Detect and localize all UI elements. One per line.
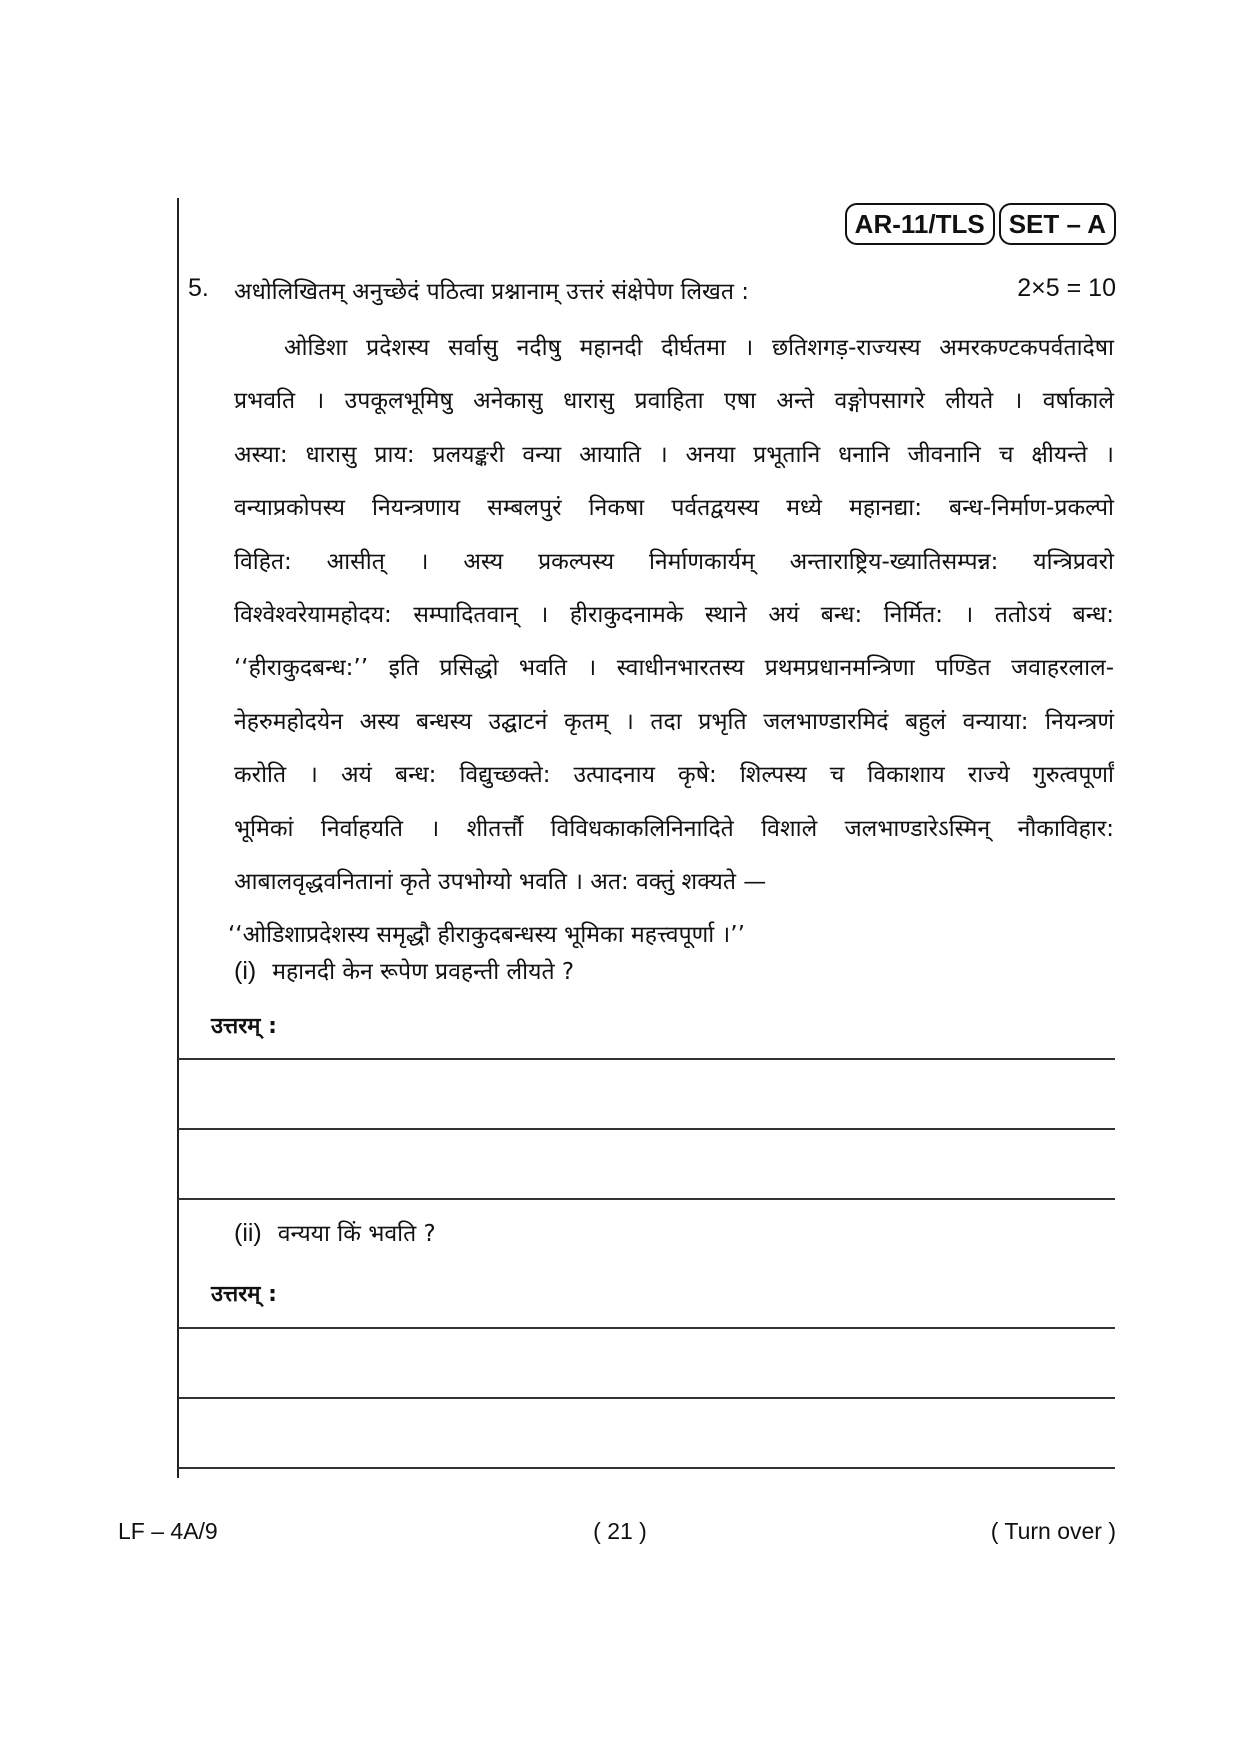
passage-line: विश्वेश्वरेयामहोदय: सम्पादितवान् । हीराकुदनामके स्थाने अयं बन्ध: निर्मित: । ततोऽयं बन्ध:: [234, 601, 1114, 628]
question-marks: 2×5 = 10: [1017, 274, 1116, 302]
answer-line[interactable]: [178, 1058, 1115, 1060]
answer-line[interactable]: [178, 1198, 1115, 1200]
sub-question-2: [234, 1216, 436, 1248]
passage-line: आबालवृद्धवनितानां कृते उपभोग्यो भवति । अत: वक्तुं शक्यते —: [234, 868, 767, 895]
question-instruction: अधोलिखितम् अनुच्छेदं पठित्वा प्रश्नानाम् उत्तरं संक्षेपेण लिखत :: [234, 279, 750, 305]
answer-line[interactable]: [178, 1327, 1115, 1329]
margin-line: [177, 198, 179, 1478]
passage-line: भूमिकां निर्वाहयति । शीतर्त्तौ विविधकाकलिनिनादिते विशाले जलभाण्डारेऽस्मिन् नौकाविहार:: [234, 815, 1114, 842]
passage-line: करोति । अयं बन्ध: विद्युच्छक्ते: उत्पादनाय कृषे: शिल्पस्य च विकाशाय राज्ये गुरुत्वपूर्णां: [234, 762, 1114, 789]
answer-line[interactable]: [178, 1467, 1115, 1469]
answer-line[interactable]: [178, 1397, 1115, 1399]
sub-question-number: (i): [234, 957, 257, 985]
paper-code-badge: AR-11/TLS: [845, 203, 995, 245]
sub-question-1: [234, 954, 574, 986]
footer-code: LF – 4A/9: [118, 1518, 218, 1544]
passage-line: नेहरुमहोदयेन अस्य बन्धस्य उद्घाटनं कृतम् । तदा प्रभृति जलभाण्डारमिदं बहुलं वन्याया: नियन्त्रणं: [234, 708, 1114, 735]
question-header: [188, 270, 1116, 310]
passage-line: ओडिशा प्रदेशस्य सर्वासु नदीषु महानदी दीर्घतमा । छतिशगड़-राज्यस्य अमरकण्टकपर्वतादेषा: [284, 335, 1114, 361]
passage-line: ‘‘हीराकुदबन्ध:’’ इति प्रसिद्धो भवति । स्वाधीनभारतस्य प्रथमप्रधानमन्त्रिणा पण्डित जवाहरलाल-: [234, 655, 1114, 682]
answer-label: उत्तरम् :: [211, 1282, 277, 1307]
turn-over-note: ( Turn over ): [990, 1518, 1116, 1544]
sub-question-text: वन्यया किं भवति ?: [277, 1221, 436, 1247]
passage-line: अस्या: धारासु प्राय: प्रलयङ्करी वन्या आयाति । अनया प्रभूतानि धनानि जीवनानि च क्षीयन्ते ।: [234, 441, 1114, 468]
passage-quote: ‘‘ओडिशाप्रदेशस्य समृद्धौ हीराकुदबन्धस्य भूमिका महत्त्वपूर्णा ।’’: [228, 922, 745, 949]
header-codes: [845, 203, 1116, 245]
passage-line: वन्याप्रकोपस्य नियन्त्रणाय सम्बलपुरं निकषा पर्वतद्वयस्य मध्ये महानद्या: बन्ध-निर्माण-प्रकल्पो: [234, 495, 1114, 522]
question-number: 5.: [188, 274, 209, 302]
sub-question-number: (ii): [234, 1219, 262, 1247]
page-number: ( 21 ): [593, 1518, 647, 1544]
answer-label: उत्तरम् :: [211, 1014, 277, 1039]
passage-line: विहित: आसीत् । अस्य प्रकल्पस्य निर्माणकार्यम् अन्ताराष्ट्रिय-ख्यातिसम्पन्न: यन्त्रिप्रवरो: [234, 548, 1114, 575]
answer-line[interactable]: [178, 1128, 1115, 1130]
passage: [228, 322, 1114, 963]
sub-question-text: महानदी केन रूपेण प्रवहन्ती लीयते ?: [272, 959, 575, 985]
set-badge: SET – A: [999, 203, 1116, 245]
passage-line: प्रभवति । उपकूलभूमिषु अनेकासु धारासु प्रवाहिता एषा अन्ते वङ्गोपसागरे लीयते । वर्षाकाले: [234, 388, 1114, 415]
